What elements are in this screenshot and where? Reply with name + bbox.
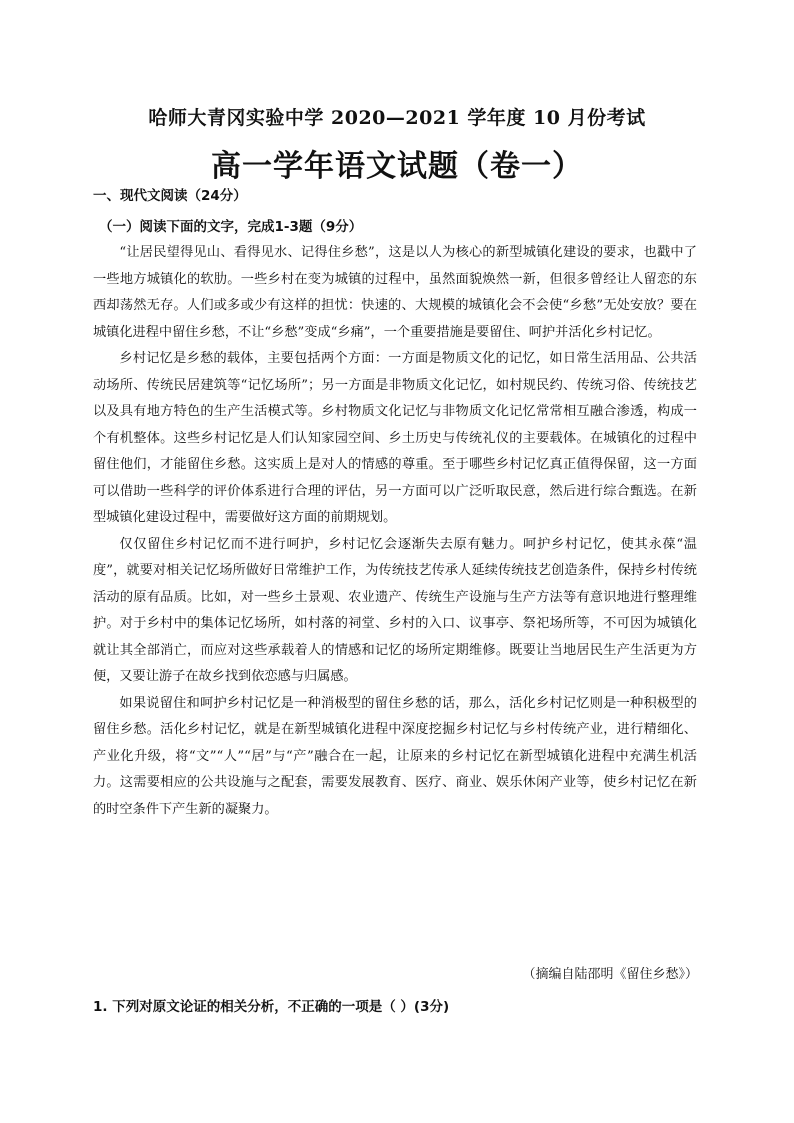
passage-paragraph: “让居民望得见山、看得见水、记得住乡愁”，这是以人为核心的新型城镇化建设的要求，也戳中了一些地方城镇化的软肋。一些乡村在变为城镇的过程中，虽然面貌焕然一新，但很多曾经让人留恋的东西却荡然无存。人们或多或少有这样的担忧：快速的、大规模的城镇化会不会使“乡愁”无处安放？要在城镇化进程中留住乡愁，不让“乡愁”变成“乡痛”，一个重要措施是要留住、呵护并活化乡村记忆。	[93, 245, 697, 340]
passage-paragraph: 如果说留住和呵护乡村记忆是一种消极型的留住乡愁的话，那么，活化乡村记忆则是一种积极型的留住乡愁。活化乡村记忆，就是在新型城镇化进程中深度挖掘乡村记忆与乡村传统产业，进行精细化、产业化升级，将“文”“人”“居”与“产”融合在一起，让原来的乡村记忆在新型城镇化进程中充满生机活力。这需要相应的公共设施与之配套，需要发展教育、医疗、商业、娱乐休闲产业等，使乡村记忆在新的时空条件下产生新的凝聚力。	[93, 695, 697, 817]
passage-source: （摘编自陆邵明《留住乡愁》）	[522, 967, 698, 982]
sub-section-heading: （一）阅读下面的文字，完成1-3题（9分）	[99, 219, 363, 235]
exam-title: 哈师大青冈实验中学 2020—2021 学年度 10 月份考试	[148, 107, 646, 129]
section-heading: 一、现代文阅读（24分）	[93, 188, 247, 204]
passage-paragraph: 仅仅留住乡村记忆而不进行呵护，乡村记忆会逐渐失去原有魅力。呵护乡村记忆，使其永葆“温度”，就要对相关记忆场所做好日常维护工作，为传统技艺传承人延续传统技艺创造条件，保持乡村传统活动的原有品质。比如，对一些乡土景观、农业遗产、传统生产设施与生产方法等有意识地进行整理维护。对于乡村中的集体记忆场所，如村落的祠堂、乡村的入口、议事亭、祭祀场所等，不可因为城镇化就让其全部消亡，而应对这些承载着人的情感和记忆的场所定期维修。既要让当地居民生产生活更为方便，又要让游子在故乡找到依恋感与归属感。	[93, 536, 697, 684]
question-1: 1. 下列对原文论证的相关分析，不正确的一项是（ ）(3分)	[93, 999, 450, 1015]
passage-paragraph: 乡村记忆是乡愁的载体，主要包括两个方面：一方面是物质文化的记忆，如日常生活用品、公共活动场所、传统民居建筑等“记忆场所”；另一方面是非物质文化记忆，如村规民约、传统习俗、传统技艺以及具有地方特色的生产生活模式等。乡村物质文化记忆与非物质文化记忆常常相互融合渗透，构成一个有机整体。这些乡村记忆是人们认知家园空间、乡土历史与传统礼仪的主要载体。在城镇化的过程中留住他们，才能留住乡愁。这实质上是对人的情感的尊重。至于哪些乡村记忆真正值得保留，这一方面可以借助一些科学的评价体系进行合理的评估，另一方面可以广泛听取民意，然后进行综合甄选。在新型城镇化建设过程中，需要做好这方面的前期规划。	[93, 351, 697, 525]
page-title: 高一学年语文试题（卷一）	[211, 149, 583, 184]
reading-passage	[93, 240, 697, 823]
